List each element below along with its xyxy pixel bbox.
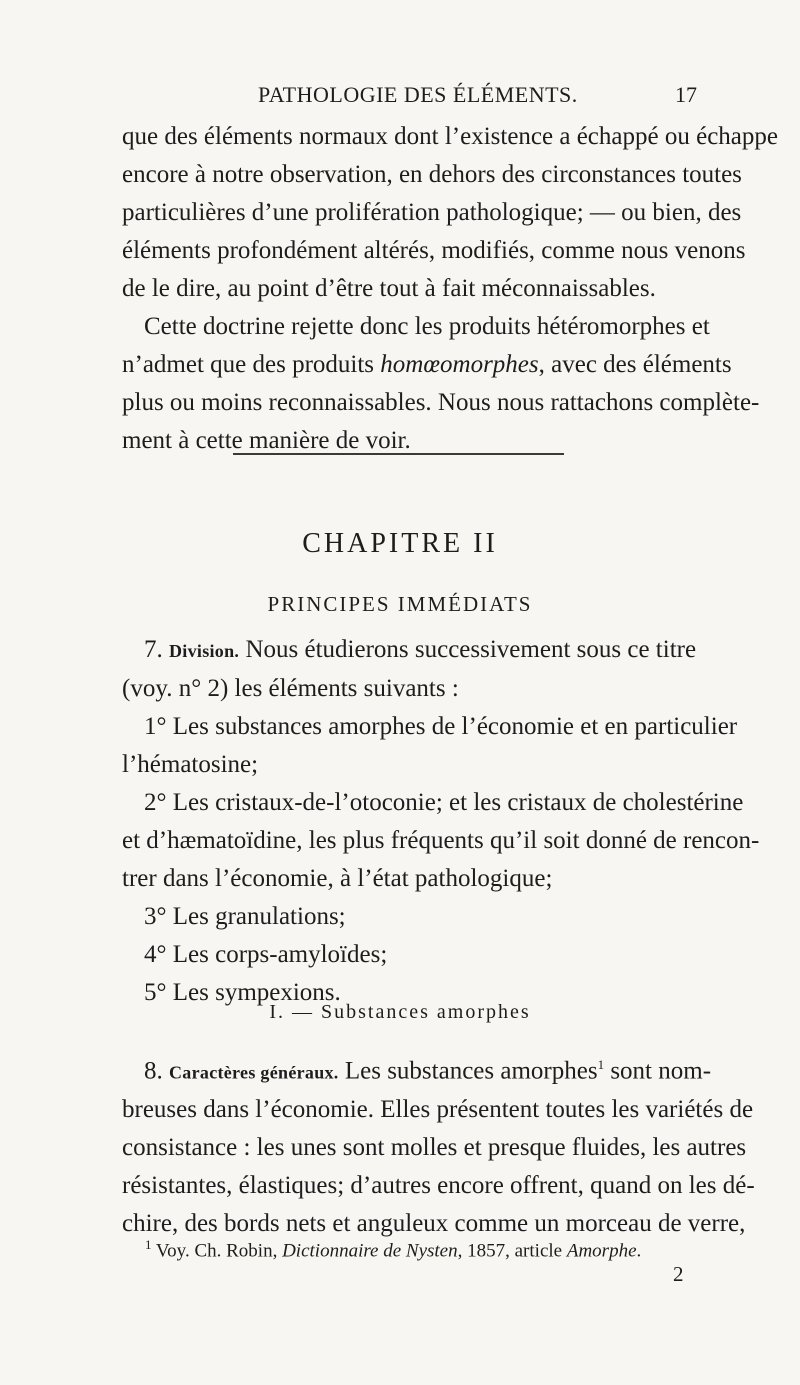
text-segment: Voy. Ch. Robin,: [151, 1240, 283, 1262]
footnote-term: Amorphe: [566, 1240, 637, 1262]
run-in-heading: Division.: [169, 641, 240, 661]
chapter-title: CHAPITRE II: [302, 528, 498, 559]
text-line: résistantes, élastiques; d’autres encore offrent, quand on les dé-: [122, 1172, 755, 1200]
footnote: [145, 1237, 705, 1262]
paragraph-division: [122, 631, 760, 1012]
text-line: [122, 631, 697, 670]
paragraph-continuation: [122, 118, 778, 308]
text-line: particulières d’une prolifération pathologique; — ou bien, des: [122, 199, 742, 226]
text-line: [122, 346, 732, 384]
text-line: plus ou moins reconnaissables. Nous nous rattachons complète-: [122, 389, 760, 416]
text-line: consistance : les unes sont molles et presque fluides, les autres: [122, 1134, 747, 1162]
text-line: éléments profondément altérés, modifiés, comme nous venons: [122, 237, 746, 264]
running-title: PATHOLOGIE DES ÉLÉMENTS.: [258, 82, 578, 107]
signature-mark: 2: [673, 1262, 684, 1286]
paragraph-doctrine: [122, 308, 760, 460]
text-line: chire, des bords nets et anguleux comme un morceau de verre,: [122, 1210, 746, 1238]
text-line: Cette doctrine rejette donc les produits hétéromorphes et: [144, 313, 710, 340]
text-segment: , 1857, article: [457, 1240, 567, 1262]
list-item: 5° Les sympexions.: [144, 979, 341, 1006]
section-divider-rule: [233, 453, 564, 455]
text-line: que des éléments normaux dont l’existence a échappé ou échappe: [122, 123, 778, 150]
emphasis-homoeomorphes: homœomorphes: [380, 351, 539, 378]
paragraph-caracteres: [122, 1046, 755, 1243]
list-item: 2° Les cristaux-de-l’otoconie; et les cristaux de cholestérine: [144, 789, 744, 816]
text-line: l’hématosine;: [122, 751, 259, 778]
page-number: 17: [675, 82, 697, 107]
section-heading: I. — Substances amorphes: [269, 1001, 531, 1023]
text-line: encore à notre observation, en dehors des circonstances toutes: [122, 161, 742, 188]
text-line: breuses dans l’économie. Elles présentent toutes les variétés de: [122, 1096, 754, 1124]
text-segment: Les substances amorphes: [344, 1057, 598, 1085]
text-segment: Nous étudierons successivement sous ce titre: [245, 636, 697, 663]
text-segment: .: [636, 1240, 642, 1262]
running-head: [0, 82, 800, 110]
list-item: 4° Les corps-amyloïdes;: [144, 941, 388, 968]
chapter-subtitle: PRINCIPES IMMÉDIATS: [267, 592, 533, 616]
text-segment: sont nom-: [604, 1057, 712, 1085]
footnote-ref: 1: [597, 1057, 605, 1072]
text-segment: n’admet que des produits: [122, 351, 381, 378]
text-line: ment à cette manière de voir.: [122, 427, 411, 454]
paragraph-number: 8.: [144, 1057, 163, 1085]
text-line: (voy. n° 2) les éléments suivants :: [122, 675, 459, 702]
run-in-heading: Caractères généraux.: [169, 1062, 339, 1083]
paragraph-number: 7.: [144, 636, 163, 663]
footnote-mark: 1: [145, 1237, 152, 1252]
text-line: et d’hæmatoïdine, les plus fréquents qu’il soit donné de rencon-: [122, 827, 760, 854]
text-line: [122, 1046, 712, 1091]
list-item: 3° Les granulations;: [144, 903, 346, 930]
footnote-work-title: Dictionnaire de Nysten: [282, 1240, 458, 1262]
text-segment: , avec des éléments: [538, 351, 732, 378]
text-line: de le dire, au point d’être tout à fait méconnaissables.: [122, 275, 656, 302]
text-line: trer dans l’économie, à l’état pathologique;: [122, 865, 553, 892]
list-item: 1° Les substances amorphes de l’économie et en particulier: [144, 713, 738, 740]
